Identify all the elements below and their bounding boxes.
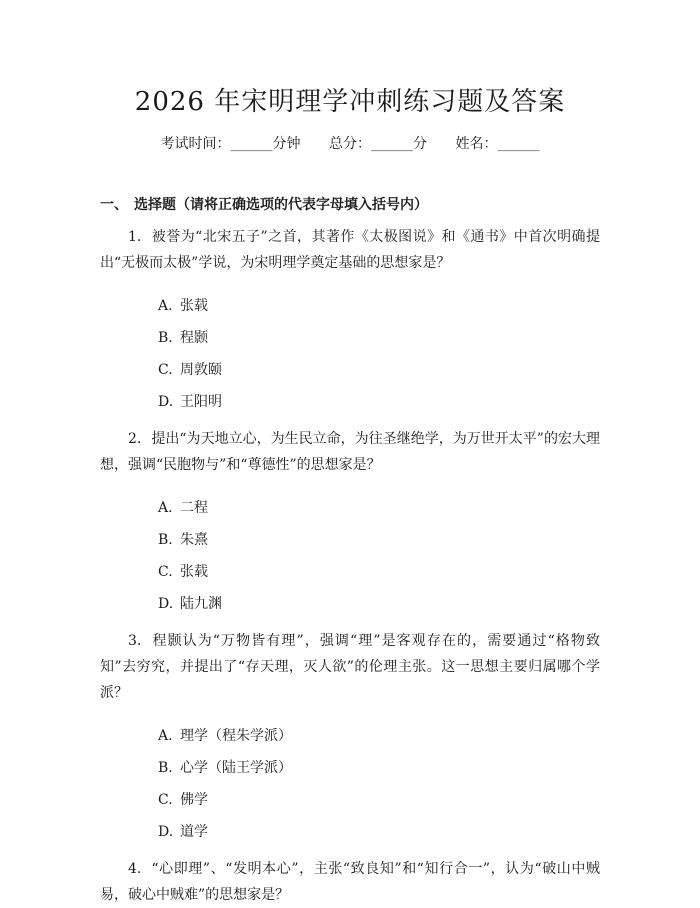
exam-name: 姓名：______ <box>455 136 540 152</box>
option-list <box>100 290 600 418</box>
option-item <box>100 588 600 620</box>
option-item <box>100 354 600 386</box>
option-item <box>100 322 600 354</box>
section-heading <box>100 194 600 216</box>
section-title: 选择题（请将正确选项的代表字母填入括号内） <box>134 197 428 213</box>
question-body: 提出“为天地立心，为生民立命，为往圣继绝学，为万世开太平”的宏大理想，强调“民胞物与”和“尊德性”的思想家是？ <box>100 431 600 473</box>
question-block <box>100 426 600 620</box>
option-letter: D. <box>158 394 174 410</box>
option-letter: D. <box>158 596 174 612</box>
option-text: 张载 <box>180 564 208 580</box>
exam-time: 考试时间：______分钟 <box>160 136 301 152</box>
option-item <box>100 556 600 588</box>
option-letter: A. <box>158 500 173 516</box>
option-item <box>100 386 600 418</box>
question-number: 2. <box>128 431 142 447</box>
section-number: 一、 <box>100 197 128 213</box>
option-text: 二程 <box>180 500 208 516</box>
option-text: 张载 <box>180 298 208 314</box>
question-text <box>100 856 600 908</box>
question-block <box>100 224 600 418</box>
option-letter: A. <box>158 728 173 744</box>
question-body: “心即理”、“发明本心”，主张“致良知”和“知行合一”，认为“破山中贼易，破心中贼难”的思想家是？ <box>100 861 600 903</box>
option-item <box>100 524 600 556</box>
question-text <box>100 628 600 706</box>
question-number: 4. <box>128 861 142 877</box>
option-letter: B. <box>158 532 173 548</box>
option-text: 理学（程朱学派） <box>180 728 292 744</box>
option-item <box>100 720 600 752</box>
question-block <box>100 628 600 848</box>
option-item <box>100 784 600 816</box>
question-body: 被誉为“北宋五子”之首，其著作《太极图说》和《通书》中首次明确提出“无极而太极”学说，为宋明理学奠定基础的思想家是？ <box>100 229 600 271</box>
option-list <box>100 492 600 620</box>
option-letter: C. <box>158 362 173 378</box>
option-text: 佛学 <box>180 792 208 808</box>
question-text <box>100 224 600 276</box>
option-text: 程颢 <box>180 330 208 346</box>
question-number: 1. <box>128 229 142 245</box>
question-number: 3. <box>128 633 142 649</box>
question-body: 程颢认为“万物皆有理”，强调“理”是客观存在的，需要通过“格物致知”去穷究，并提出了“存天理，灭人欲”的伦理主张。这一思想主要归属哪个学派？ <box>100 633 600 701</box>
option-text: 周敦颐 <box>180 362 222 378</box>
option-letter: B. <box>158 330 173 346</box>
option-text: 道学 <box>180 824 208 840</box>
exam-meta <box>100 134 600 154</box>
option-letter: C. <box>158 792 173 808</box>
question-block <box>100 856 600 908</box>
option-letter: B. <box>158 760 173 776</box>
page-title: 2026 年宋明理学冲刺练习题及答案 <box>134 87 566 117</box>
option-text: 陆九渊 <box>180 596 222 612</box>
option-letter: A. <box>158 298 173 314</box>
option-list <box>100 720 600 848</box>
option-text: 朱熹 <box>180 532 208 548</box>
exam-score: 总分：______分 <box>329 136 427 152</box>
option-item <box>100 290 600 322</box>
option-item <box>100 752 600 784</box>
option-letter: C. <box>158 564 173 580</box>
option-letter: D. <box>158 824 174 840</box>
option-item <box>100 492 600 524</box>
option-text: 王阳明 <box>180 394 222 410</box>
option-text: 心学（陆王学派） <box>180 760 292 776</box>
option-item <box>100 816 600 848</box>
question-text <box>100 426 600 478</box>
